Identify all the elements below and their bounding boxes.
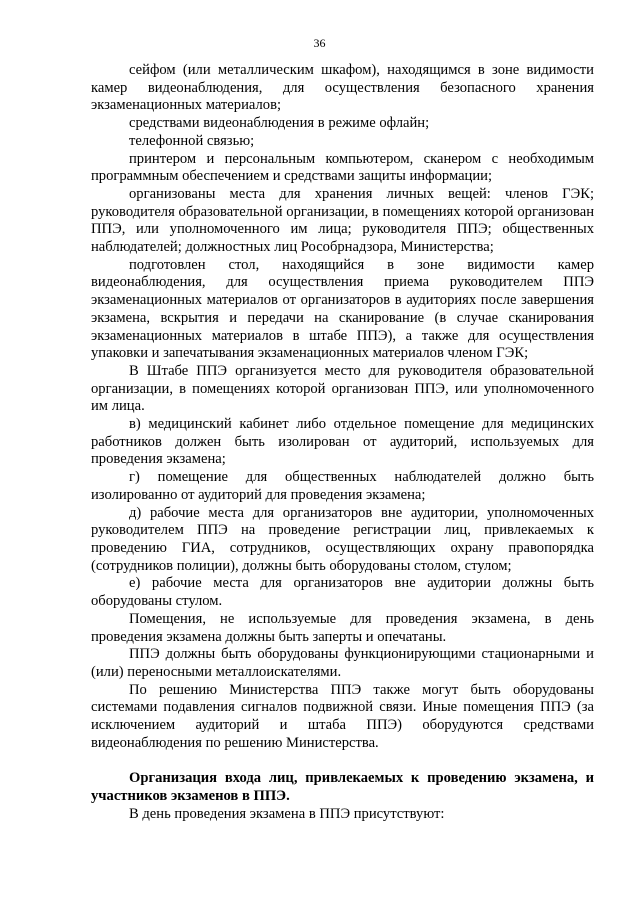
- paragraph-printer: принтером и персональным компьютером, сканером с необходимым программным обеспечением и средствами защиты информации;: [91, 150, 594, 185]
- paragraph-signal-jamming: По решению Министерства ППЭ также могут быть оборудованы системами подавления сигналов подвижной связи. Иные помещения ППЭ (за исключением аудиторий и штаба ППЭ) оборудуются средствами видеонаблюдения по решению Министерства.: [91, 681, 594, 751]
- paragraph-video-offline: средствами видеонаблюдения в режиме офлайн;: [129, 115, 430, 132]
- paragraph-phone: телефонной связью;: [129, 132, 255, 149]
- page-number: 36: [313, 36, 326, 50]
- paragraph-unused-rooms: Помещения, не используемые для проведения экзамена, в день проведения экзамена должны быть заперты и опечатаны.: [91, 610, 594, 645]
- paragraph-storage-places: организованы места для хранения личных вещей: членов ГЭК; руководителя образовательной организации, в помещениях которой организован ППЭ, или уполномоченного им лица; руководителя ППЭ; общественных наблюдателей; должностных лиц Рособрнадзора, Министерства;: [91, 185, 594, 256]
- paragraph-present-on-day: В день проведения экзамена в ППЭ присутствуют:: [129, 805, 445, 822]
- section-heading: Организация входа лиц, привлекаемых к проведению экзамена, и участников экзаменов в ППЭ.: [91, 770, 594, 804]
- paragraph-metal-detectors: ППЭ должны быть оборудованы функционирующими стационарными и (или) переносными металлоискателями.: [91, 646, 594, 680]
- paragraph-observers-room: г) помещение для общественных наблюдателей должно быть изолированно от аудиторий для проведения экзамена;: [91, 469, 594, 503]
- document-body: [91, 62, 594, 823]
- paragraph-hq-place: В Штабе ППЭ организуется место для руководителя образовательной организации, в помещениях которой организован ППЭ, или уполномоченного им лица.: [91, 362, 594, 415]
- paragraph-organizer-chairs: е) рабочие места для организаторов вне аудитории должны быть оборудованы стулом.: [91, 575, 594, 610]
- paragraph-table: подготовлен стол, находящийся в зоне видимости камер видеонаблюдения, для осуществления приема руководителем ППЭ экзаменационных материалов от организаторов в аудиториях после завершения экзамена, вскрытия и передачи на сканирование (в случае сканирования экзаменационных материалов в штабе ППЭ), а также для осуществления упаковки и запечатывания экзаменационных материалов членом ГЭК;: [91, 256, 594, 362]
- paragraph-safe: сейфом (или металлическим шкафом), находящимся в зоне видимости камер видеонаблюдения, для осуществления безопасного хранения экзаменационных материалов;: [91, 62, 594, 114]
- paragraph-medical-room: в) медицинский кабинет либо отдельное помещение для медицинских работников должен быть изолирован от аудиторий, используемых для проведения экзамена;: [91, 416, 594, 468]
- paragraph-registration-workplaces: д) рабочие места для организаторов вне аудитории, уполномоченных руководителем ППЭ на проведение регистрации лиц, привлекаемых к проведению ГИА, сотрудников, осуществляющих охрану правопорядка (сотрудников полиции), должны быть оборудованы столом, стулом;: [91, 504, 594, 574]
